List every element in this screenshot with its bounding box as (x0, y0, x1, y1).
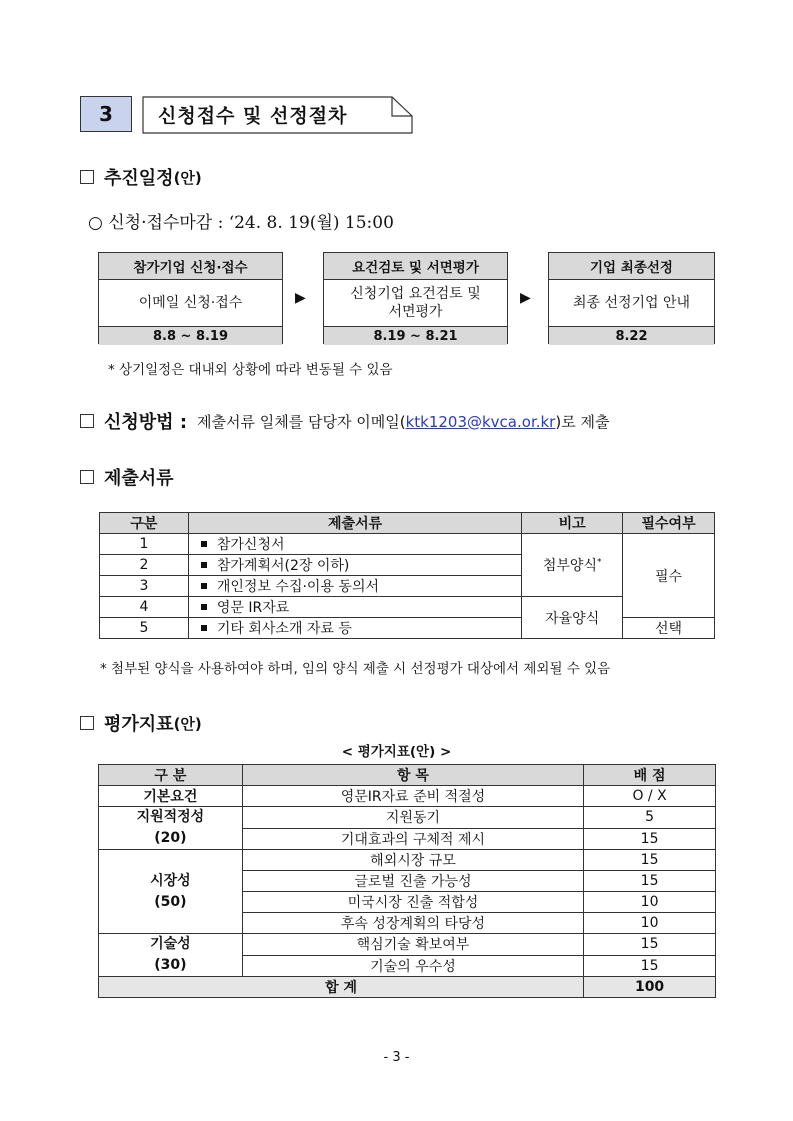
section-number: 3 (80, 96, 132, 132)
documents-table (99, 512, 715, 639)
bullet-icon (201, 541, 207, 547)
checkbox-square-icon (80, 470, 94, 484)
arrow-right-icon: ▶ (295, 290, 306, 306)
score: 15 (584, 850, 716, 871)
bullet-icon (201, 562, 207, 568)
col-header: 배 점 (584, 765, 716, 786)
step-title: 기업 최종선정 (549, 253, 714, 280)
evaluation-heading: 평가지표 (안) (80, 710, 202, 736)
documents-note: * 첨부된 양식을 사용하여야 하며, 임의 양식 제출 시 선정평가 대상에서 제외될 수 있음 (100, 661, 611, 677)
section-title: 신청접수 및 선정절차 (158, 105, 348, 127)
group-cell (99, 850, 243, 934)
step-date: 8.8 ~ 8.19 (99, 327, 282, 345)
item: 글로벌 진출 가능성 (242, 871, 583, 892)
bullet-icon (201, 583, 207, 589)
item: 기술의 우수성 (242, 955, 583, 977)
evaluation-caption: < 평가지표(안) > (341, 744, 452, 760)
section-title-box (142, 96, 412, 132)
checkbox-square-icon (80, 716, 94, 730)
checkbox-square-icon (80, 414, 94, 428)
table-row (99, 786, 716, 807)
score: O / X (584, 786, 716, 807)
evaluation-table (98, 764, 716, 998)
group-score: (30) (154, 957, 187, 973)
deadline-text: ○ 신청·접수마감 : ‘24. 8. 19(월) 15:00 (88, 213, 394, 233)
step-body: 최종 선정기업 안내 (549, 280, 714, 327)
remark-free: 자율양식 (522, 597, 623, 639)
group-name: 기본요건 (99, 786, 243, 807)
total-label: 합 계 (99, 977, 584, 998)
doc-name: 기타 회사소개 자료 등 (188, 618, 521, 639)
item: 지원동기 (242, 807, 583, 829)
score: 10 (584, 913, 716, 934)
bullet-icon (201, 625, 207, 631)
bullet-icon (201, 604, 207, 610)
row-no: 1 (100, 534, 189, 555)
table-row (100, 618, 715, 639)
col-header: 구 분 (99, 765, 243, 786)
table-row (99, 807, 716, 829)
total-score: 100 (584, 977, 716, 998)
total-row (99, 977, 716, 998)
page-number: - 3 - (383, 1050, 410, 1065)
required-cell: 필수 (623, 534, 715, 618)
doc-name: 영문 IR자료 (188, 597, 521, 618)
method-text: 제출서류 일체를 담당자 이메일(ktk1203@kvca.or.kr)로 제출 (197, 412, 610, 431)
row-no: 2 (100, 555, 189, 576)
row-no: 4 (100, 597, 189, 618)
group-cell (99, 807, 243, 850)
step-title: 요건검토 및 서면평가 (324, 253, 507, 280)
step-title: 참가기업 신청·접수 (99, 253, 282, 280)
col-header: 구분 (100, 513, 189, 534)
schedule-note: * 상기일정은 대내외 상황에 따라 변동될 수 있음 (108, 362, 393, 378)
process-step-2 (323, 252, 508, 344)
email-link[interactable]: ktk1203@kvca.or.kr (405, 412, 556, 431)
col-header: 항 목 (242, 765, 583, 786)
row-no: 5 (100, 618, 189, 639)
step-body: 신청기업 요건검토 및 서면평가 (324, 280, 507, 327)
table-row (100, 597, 715, 618)
item: 후속 성장계획의 타당성 (242, 913, 583, 934)
method-heading: 신청방법 : (104, 412, 188, 433)
table-row (99, 850, 716, 871)
col-header: 비고 (522, 513, 623, 534)
step-date: 8.22 (549, 327, 714, 345)
checkbox-square-icon (80, 170, 94, 184)
item: 핵심기술 확보여부 (242, 934, 583, 956)
schedule-heading: 추진일정 (안) (80, 164, 202, 190)
doc-name: 참가신청서 (188, 534, 521, 555)
item: 미국시장 진출 적합성 (242, 892, 583, 913)
score: 5 (584, 807, 716, 829)
doc-name: 참가계획서(2장 이하) (188, 555, 521, 576)
table-row (99, 934, 716, 956)
item: 영문IR자료 준비 적절성 (242, 786, 583, 807)
arrow-right-icon: ▶ (520, 290, 531, 306)
process-step-3 (548, 252, 715, 344)
group-name: 시장성 (150, 872, 191, 889)
group-score: (20) (154, 830, 187, 846)
item: 기대효과의 구체적 제시 (242, 828, 583, 850)
score: 15 (584, 828, 716, 850)
step-date: 8.19 ~ 8.21 (324, 327, 507, 345)
score: 15 (584, 934, 716, 956)
optional-cell: 선택 (623, 618, 715, 639)
group-name: 기술성 (150, 936, 191, 952)
remark-attached: 첨부양식* (522, 534, 623, 597)
score: 15 (584, 955, 716, 977)
table-row (100, 534, 715, 555)
col-header: 필수여부 (623, 513, 715, 534)
score: 15 (584, 871, 716, 892)
step-body: 이메일 신청·접수 (99, 280, 282, 327)
group-score: (50) (154, 893, 187, 910)
item: 해외시장 규모 (242, 850, 583, 871)
col-header: 제출서류 (188, 513, 521, 534)
process-step-1 (98, 252, 283, 344)
method-row (80, 408, 609, 434)
group-cell (99, 934, 243, 977)
doc-name: 개인정보 수집·이용 동의서 (188, 576, 521, 597)
row-no: 3 (100, 576, 189, 597)
group-name: 지원적정성 (136, 809, 205, 825)
documents-heading: 제출서류 (80, 464, 174, 490)
score: 10 (584, 892, 716, 913)
